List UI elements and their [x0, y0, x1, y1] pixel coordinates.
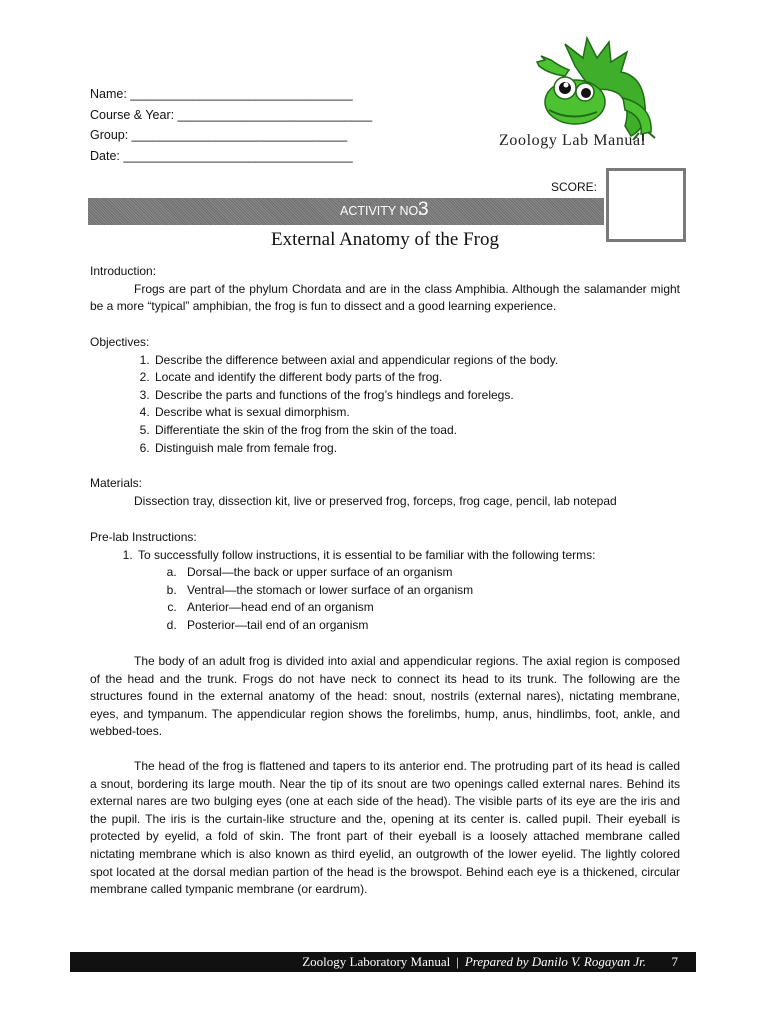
footer-separator: |	[456, 954, 459, 969]
body-paragraph-2	[90, 758, 680, 899]
list-item: 5. Differentiate the skin of the frog from the skin of the toad.	[153, 422, 680, 440]
page-number: 7	[671, 954, 678, 969]
body-paragraph-1	[90, 653, 680, 741]
terms-list	[90, 564, 680, 634]
name-field[interactable]: Name: ________________________________	[90, 87, 353, 101]
prelab-heading: Pre-lab Instructions:	[90, 530, 197, 544]
list-item: 4. Describe what is sexual dimorphism.	[153, 404, 680, 422]
footer-credit: Prepared by Danilo V. Rogayan Jr.	[464, 954, 646, 969]
zoology-lab-manual-brand: Zoology Lab Manual	[499, 132, 646, 149]
course-year-field[interactable]: Course & Year: ____________________________	[90, 107, 373, 122]
list-item: 6. Distinguish male from female frog.	[153, 440, 680, 458]
activity-number: 3	[418, 199, 429, 220]
body-paragraph-1-text: The body of an adult frog is divided into axial and appendicular regions. The axial region is composed of the head and the trunk. Frogs do not have neck to connect its head to its trunk. The following are the structures found in the external anatomy of the head: snout, nostrils (external nares), nictating membrane, eyes, and tympanum. The appendicular region shows the forelimbs, hump, anus, hindlimbs, foot, ankle, and webbed-toes.	[90, 654, 680, 739]
list-item: 1. To successfully follow instructions, it is essential to be familiar with the following terms:	[136, 547, 680, 565]
introduction-heading: Introduction:	[90, 264, 157, 278]
student-info-fields	[90, 84, 372, 166]
introduction-text: Frogs are part of the phylum Chordata and are in the class Amphibia. Although the salamander might be a more “typical” amphibian, the frog is fun to dissect and a good learning experience.	[90, 281, 680, 314]
list-item: 3. Describe the parts and functions of the frog’s hindlegs and forelegs.	[153, 387, 680, 405]
term-ventral: b. Ventral—the stomach or lower surface of an organism	[180, 582, 680, 600]
prelab-section	[90, 529, 680, 635]
term-posterior: d. Posterior—tail end of an organism	[180, 617, 680, 635]
footer-manual-title: Zoology Laboratory Manual	[302, 954, 451, 969]
term-anterior: c. Anterior—head end of an organism	[180, 599, 680, 617]
prelab-list	[90, 547, 680, 565]
page-footer	[70, 952, 696, 972]
page-title: External Anatomy of the Frog	[271, 229, 499, 250]
objectives-list	[90, 352, 680, 458]
objectives-heading: Objectives:	[90, 335, 150, 349]
introduction-section	[90, 263, 680, 316]
score-label: SCORE:	[551, 180, 598, 194]
term-dorsal: a. Dorsal—the back or upper surface of an organism	[180, 564, 680, 582]
group-field[interactable]: Group: _______________________________	[90, 128, 348, 142]
activity-bar	[88, 198, 604, 225]
objectives-section	[90, 334, 680, 457]
activity-label: ACTIVITY NO.	[340, 204, 422, 218]
materials-heading: Materials:	[90, 476, 143, 490]
materials-text: Dissection tray, dissection kit, live or preserved frog, forceps, frog cage, pencil, lab notepad	[134, 493, 617, 508]
body-paragraph-2-text: The head of the frog is flattened and tapers to its anterior end. The protruding part of its head is called a snout, bordering its large mouth. Near the tip of its snout are two openings called external nares. Behind its external nares are two bulging eyes (one at each side of the head). The visible parts of its eye are the iris and the pupil. The iris is the curtain-like structure and the, opening at its center is. called pupil. Their eyeball is protected by eyelid, a fold of skin. The front part of their eyeball is a loosely attached membrane called nictating membrane which is also known as third eyelid, an outgrowth of the lower eyelid. The lightly colored spot located at the dorsal median partion of the head is the browspot. Behind each eye is a thickened, circular membrane called tympanic membrane (or eardrum).	[90, 759, 680, 897]
footer-text	[302, 954, 646, 970]
list-item: 2. Locate and identify the different body parts of the frog.	[153, 369, 680, 387]
list-item: 1. Describe the difference between axial and appendicular regions of the body.	[153, 352, 680, 370]
materials-section	[90, 475, 680, 510]
date-field[interactable]: Date: _________________________________	[90, 148, 353, 163]
frog-mascot-icon	[535, 36, 665, 141]
